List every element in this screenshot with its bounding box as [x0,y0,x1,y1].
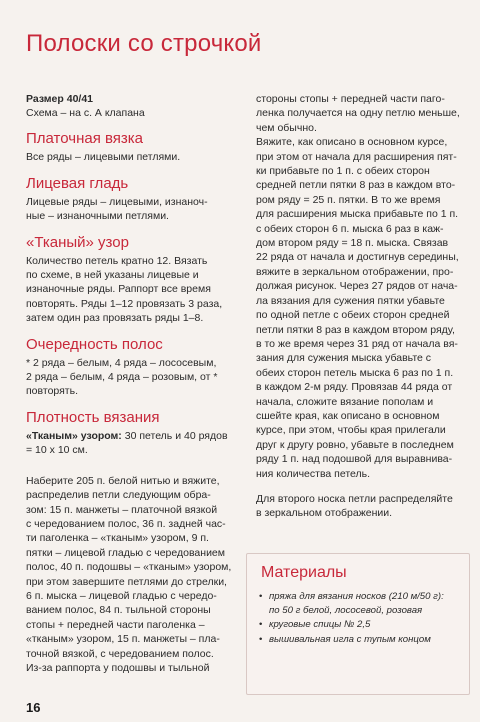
materials-item-needles [259,618,464,632]
materials-title: Материалы [261,564,347,581]
instructions-line: 22 ряда от начала и достигнув середины, [256,251,459,264]
gauge-rest: 30 петель и 40 рядов [121,429,228,442]
instructions-line: для расширения мыска прибавьте по 1 п. [256,208,459,221]
instructions-line: в то же время через 31 ряд от начала вя- [256,337,458,350]
body-line: ванием полос, 84 п. тыльной стороны [26,604,211,617]
body-line: Из-за раппорта у подошвы и тыльной [26,661,210,674]
heading-woven-pattern: «Тканый» узор [26,233,129,251]
heading-stockinette: Лицевая гладь [26,174,129,192]
body-line: 6 п. мыска – лицевой гладью с чередо- [26,589,217,602]
body-line: при этом завершите петлями до стрелки, [26,575,227,588]
instructions-line: Вяжите, как описано в основном курсе, [256,136,448,149]
stockinette-line: Лицевые ряды – лицевыми, изнаноч- [26,195,208,208]
body-line: ти паголенка – «тканым» узором, 9 п. [26,532,209,545]
instructions-line: ленка получается на одну петлю меньше, [256,107,460,120]
embroidery-needle-text: вышивальная игла с тупым концом [269,633,431,645]
instructions-line: друг к другу ровно, убавьте в последнем [256,438,454,451]
body-line: полос, 40 п. подошвы – «тканым» узором, [26,561,232,574]
stripes-line: * 2 ряда – белым, 4 ряда – лососевым, [26,356,217,369]
instructions-line: дом втором ряду = 18 п. мыска. Связав [256,237,449,250]
body-line: пятки – лицевой гладью с чередованием [26,546,225,559]
stockinette-line: ные – изнаночными петлями. [26,210,169,223]
instructions-line: сшейте края, как описано в основном [256,409,440,422]
body-line: с чередованием полос, 36 п. задней час- [26,517,226,530]
instructions-line: ла вязания для сужения пятки убавьте [256,294,445,307]
bullet-icon: • [259,591,263,602]
size-label: Размер 40/41 [26,93,94,105]
body-line: точной вязкой, с чередованием полос. [26,647,214,660]
needles-text: круговые спицы № 2,5 [269,619,371,631]
body-line: «тканым» узором, 15 п. манжеты – пла- [26,633,220,646]
instructions-line: должая рисунок. Через 27 рядов от нача- [256,280,458,293]
yarn-text-cont: по 50 г белой, лососевой, розовая [269,605,423,617]
right-column [256,92,464,521]
instructions-line: ки прибавьте по 1 п. с обеих сторон [256,165,430,178]
woven-line: Количество петель кратно 12. Вязать [26,254,208,267]
heading-garter-stitch: Платочная вязка [26,130,144,148]
woven-line: затем один раз провязать ряды 1–8. [26,312,204,325]
instructions-line: ром ряду = 25 п. пятки. В то же время [256,193,441,206]
instructions-line: начала, сложите вязание пополам и [256,395,434,408]
body-line: Наберите 205 п. белой нитью и вяжите, [26,474,220,487]
instructions-line: чем обычно. [256,121,317,134]
second-sock-line: в зеркальном отображении. [256,507,393,520]
gauge-line [26,429,241,443]
instructions-line: в каждом 2-м ряду. Провязав 44 ряда от [256,381,453,394]
body-line: зом: 15 п. манжеты – платочной вязкой [26,503,218,516]
instructions-line: ния количества петель. [256,467,371,480]
instructions-line: вяжите в зеркальном отображении, про- [256,265,454,278]
materials-list [259,590,464,647]
materials-item-yarn [259,590,464,604]
woven-line: изнаночные ряды. Раппорт все время [26,283,211,296]
woven-line: по схеме, в ней указаны лицевые и [26,269,199,282]
gauge-bold: «Тканым» узором: [26,429,122,442]
page-number: 16 [26,700,41,715]
instructions-line: средней петли пятки 8 раз в каждом вто- [256,179,456,192]
heading-gauge: Плотность вязания [26,408,160,426]
garter-text: Все ряды – лицевыми петлями. [26,151,181,164]
scheme-note: Схема – на с. А клапана [26,107,145,119]
instructions-line: при этом от начала для расширения пят- [256,150,457,163]
body-line: стопы + передней части паголенка – [26,618,205,631]
instructions-line: зания для сужения мыска убавьте с [256,352,432,365]
heading-stripe-order: Очередность полос [26,335,163,353]
body-line: распределив петли следующим обра- [26,489,211,502]
bullet-icon: • [259,619,263,631]
page-title: Полоски со строчкой [26,30,262,57]
instructions-line: обеих сторон петель мыска 6 раз по 1 п. [256,366,454,379]
instructions-line: стороны стопы + передней части паго- [256,93,445,105]
instructions-line: по одной петле с обеих сторон средней [256,309,450,322]
bullet-icon: • [259,633,263,645]
stripes-line: 2 ряда – белым, 4 ряда – розовым, от * [26,371,218,384]
instructions-line: курсе, при этом, чтобы края прилегали [256,424,446,437]
second-sock-line: Для второго носка петли распределяйте [256,492,453,505]
yarn-text: пряжа для вязания носков (210 м/50 г): [269,591,444,602]
left-column [26,92,241,675]
materials-box [246,553,470,695]
materials-item-embroidery-needle [259,633,464,647]
instructions-line: с обеих сторон 6 п. мыска 6 раз в каж- [256,222,444,235]
gauge-line-2: = 10 x 10 см. [26,444,88,457]
woven-line: повторять. Ряды 1–12 провязать 3 раза, [26,297,223,310]
instructions-line: петли пятки 8 раз в каждом втором ряду, [256,323,455,336]
stripes-line: повторять. [26,385,79,398]
instructions-line: ряду 1 п. над подошвой для выравнива- [256,453,453,466]
